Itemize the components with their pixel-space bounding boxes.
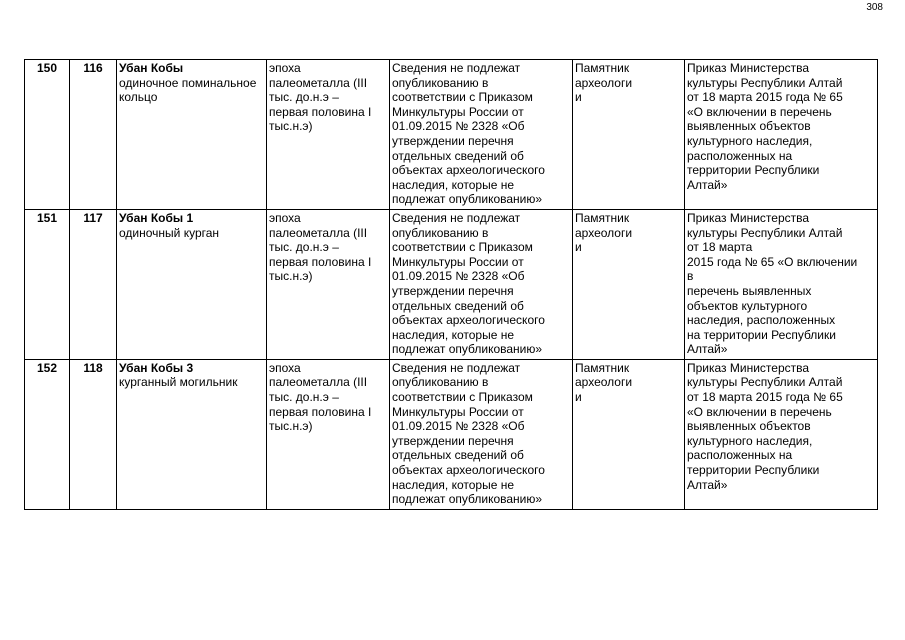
location-info-cell: Сведения не подлежат опубликованию в соответствии с Приказом Минкультуры России от 01.09.2015 № 2328 «Об утверждении перечня отдельных сведений об объектах археологического наследия, которые не подлежат опубликованию» [390, 60, 573, 210]
row-number-cell: 152 [25, 359, 70, 509]
row-number-cell: 150 [25, 60, 70, 210]
object-name: Убан Кобы 1 [119, 210, 194, 225]
object-name-cell [117, 60, 267, 210]
location-info-cell: Сведения не подлежат опубликованию в соответствии с Приказом Минкультуры России от 01.09.2015 № 2328 «Об утверждении перечня отдельных сведений об объектах археологического наследия, которые не подлежат опубликованию» [390, 359, 573, 509]
dating-cell: эпоха палеометалла (III тыс. до.н.э – первая половина I тыс.н.э) [267, 209, 390, 359]
category-cell: Памятник археологи и [573, 209, 685, 359]
table-row [25, 359, 878, 509]
object-type: одиночное поминальное кольцо [119, 75, 257, 105]
heritage-objects-table [24, 59, 878, 510]
category-cell: Памятник археологи и [573, 60, 685, 210]
table-row [25, 209, 878, 359]
document-cell: Приказ Министерства культуры Республики Алтай от 18 марта 2015 года № 65 «О включении в перечень выявленных объектов культурного наследия, расположенных на территории Республики Алтай» [685, 60, 878, 210]
row-number-cell: 151 [25, 209, 70, 359]
object-type: одиночный курган [119, 225, 220, 240]
object-name: Убан Кобы 3 [119, 360, 194, 375]
object-type: курганный могильник [119, 375, 238, 390]
registry-number-cell: 118 [70, 359, 117, 509]
object-name-cell [117, 209, 267, 359]
object-name: Убан Кобы [119, 61, 184, 75]
registry-number-cell: 117 [70, 209, 117, 359]
document-cell: Приказ Министерства культуры Республики Алтай от 18 марта 2015 года № 65 «О включении в перечень выявленных объектов культурного наследия, расположенных на территории Республики Алтай» [685, 209, 878, 359]
dating-cell: эпоха палеометалла (III тыс. до.н.э – первая половина I тыс.н.э) [267, 60, 390, 210]
object-name-cell [117, 359, 267, 509]
registry-number-cell: 116 [70, 60, 117, 210]
location-info-cell: Сведения не подлежат опубликованию в соответствии с Приказом Минкультуры России от 01.09.2015 № 2328 «Об утверждении перечня отдельных сведений об объектах археологического наследия, которые не подлежат опубликованию» [390, 209, 573, 359]
dating-cell: эпоха палеометалла (III тыс. до.н.э – первая половина I тыс.н.э) [267, 359, 390, 509]
page-number: 308 [866, 2, 883, 13]
table-row [25, 60, 878, 210]
category-cell: Памятник археологи и [573, 359, 685, 509]
document-cell: Приказ Министерства культуры Республики Алтай от 18 марта 2015 года № 65 «О включении в перечень выявленных объектов культурного наследия, расположенных на территории Республики Алтай» [685, 359, 878, 509]
